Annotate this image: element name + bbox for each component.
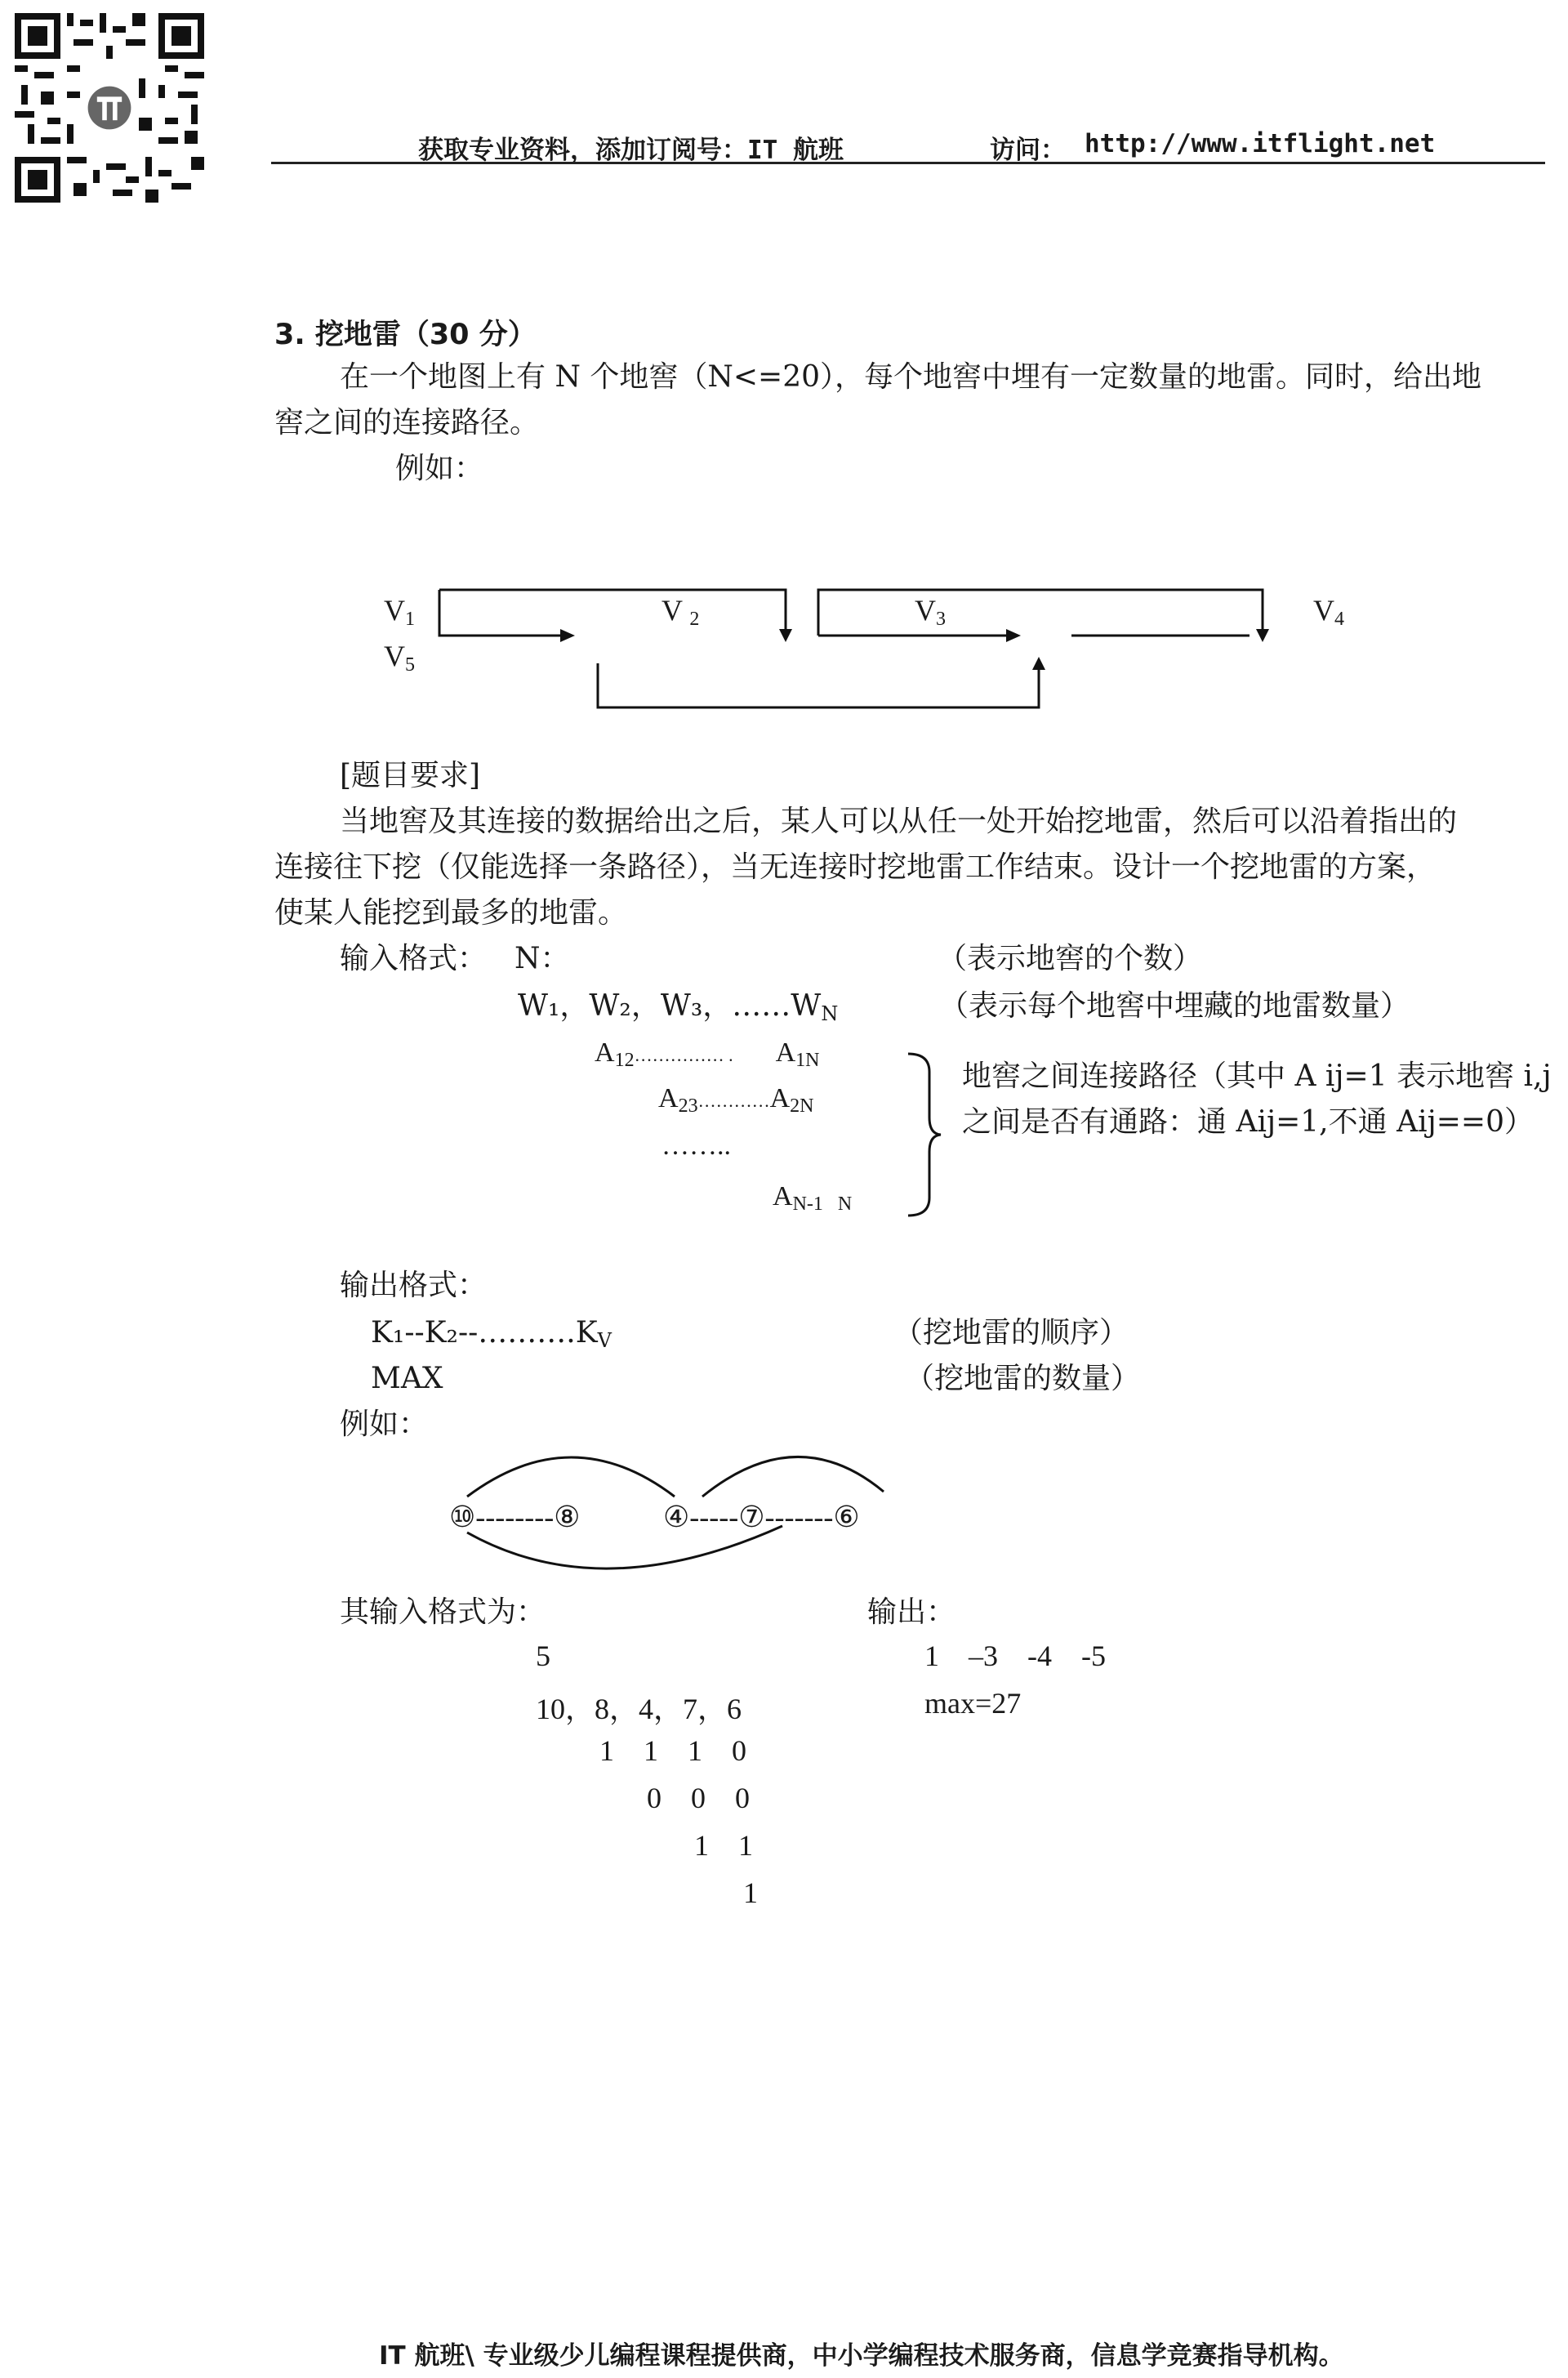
input-w-line: W₁，W₂，W₃，$\dots\dots W_N$ [518, 989, 839, 1025]
problem-title: 3. 挖地雷（30 分） [274, 319, 537, 351]
arc-4-6 [702, 1457, 884, 1497]
arc-10-4 [467, 1457, 675, 1497]
req-line-2: 连接往下挖（仅能选择一条路径），当无连接时挖地雷工作结束。设计一个挖地雷的方案， [274, 850, 1437, 884]
req-line-3: 使某人能挖到最多的地雷。 [274, 896, 628, 930]
input-line-6: 1 [743, 1876, 758, 1909]
example-label: 例如： [395, 452, 484, 485]
input-format-label: 输入格式： [340, 942, 488, 975]
input-line-1: 5 [536, 1640, 550, 1672]
input-line-4: 0 0 0 [647, 1782, 750, 1814]
graph-right-group: ④-----⑦-------⑥ [663, 1501, 860, 1533]
output-line-1: 1 –3 -4 -5 [924, 1640, 1106, 1672]
example-input-label: 其输入格式为： [340, 1595, 546, 1629]
output-format-label: 输出格式： [340, 1269, 488, 1302]
node-v5: $V_5$ [384, 640, 415, 676]
header-subscribe-text: 获取专业资料，添加订阅号：IT 航班 [418, 136, 844, 165]
req-line-1: 当地窖及其连接的数据给出之后，某人可以从任一处开始挖地雷，然后可以沿着指出的 [340, 805, 1458, 838]
matrix-row-2: $A_{23}\dots\dots\dots\dots A_{2N}$ [658, 1083, 814, 1117]
input-line-5: 1 1 [694, 1829, 753, 1862]
input-n-label: N： [514, 942, 570, 975]
input-line-3: 1 1 1 0 [599, 1734, 746, 1767]
matrix-row-1: $A_{12}\dots\dots\dots\dots\dots$ . $A_{1N}$ [595, 1037, 820, 1071]
output-k-line: $K_1--K_2--\dots\dots\dots.K_V$ [371, 1316, 612, 1352]
output-line-2: max=27 [924, 1687, 1022, 1720]
intro-line-2: 窖之间的连接路径。 [274, 406, 540, 439]
graph-left-group: ⑩--------⑧ [449, 1501, 581, 1533]
output-max-line: MAX [371, 1362, 443, 1395]
header-visit-label: 访问： [990, 136, 1066, 165]
input-w-note: （表示每个地窖中埋藏的地雷数量） [939, 989, 1410, 1023]
intro-line-1: 在一个地图上有 N 个地窖（N<=20），每个地窖中埋有一定数量的地雷。同时，给出地 [340, 360, 1482, 394]
example-output-label: 输出： [867, 1595, 956, 1629]
matrix-row-4: $A_{N-1 N}$ [773, 1181, 853, 1215]
brace-note-2: 之间是否有通路：通 Aij=1,不通 Aij==0） [962, 1105, 1534, 1139]
node-v1: $V_1$ [384, 594, 415, 630]
output-max-note: （挖地雷的数量） [905, 1362, 1141, 1395]
input-n-note: （表示地窖的个数） [938, 942, 1203, 975]
header-url-link[interactable]: http://www.itflight.net [1085, 129, 1436, 158]
node-v3: $V_3$ [915, 594, 946, 630]
node-v2: V $_2$ [662, 594, 700, 630]
node-v4: $V_4$ [1313, 594, 1344, 630]
matrix-row-3: …….. [662, 1131, 731, 1161]
brace-note-1: 地窖之间连接路径（其中 A ij=1 表示地窖 i,j [962, 1060, 1552, 1093]
output-example-label: 例如： [340, 1408, 429, 1441]
requirements-heading: [题目要求] [340, 759, 481, 792]
footer-text: IT 航班\ 专业级少儿编程课程提供商，中小学编程技术服务商，信息学竞赛指导机构。 [379, 2341, 1344, 2371]
input-line-2: 10，8，4，7，6 [536, 1693, 742, 1725]
output-k-note: （挖地雷的顺序） [893, 1316, 1129, 1350]
